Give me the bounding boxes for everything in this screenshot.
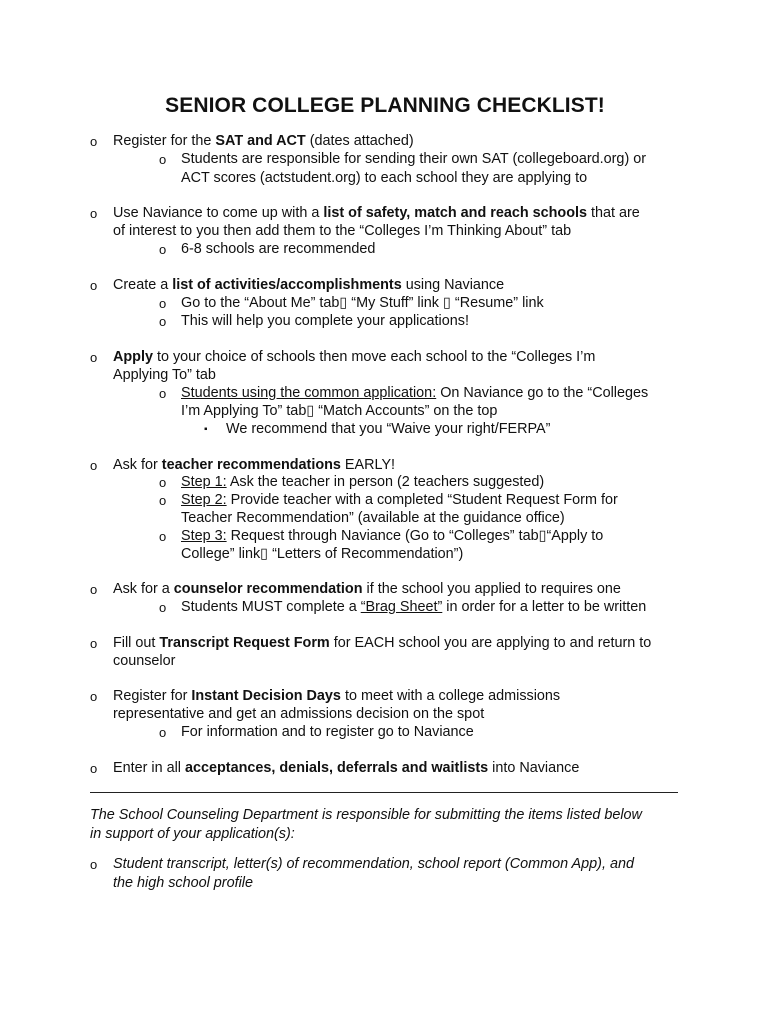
bullet-icon: o xyxy=(90,350,98,365)
item-teacher-step1: Step 1: Ask the teacher in person (2 teachers suggested) xyxy=(181,474,545,490)
bullet-icon: o xyxy=(90,689,98,704)
item-transcript-line2: counselor xyxy=(113,653,176,669)
sub-bullet-icon: o xyxy=(159,529,167,544)
footer-note-line1: The School Counseling Department is responsible for submitting the items listed below xyxy=(90,807,642,823)
sub-bullet-icon: o xyxy=(159,296,167,311)
footer-item-line2: the high school profile xyxy=(113,875,253,891)
sub-bullet-icon: o xyxy=(159,725,167,740)
item-apply-sub: Students using the common application: On Naviance go to the “Colleges xyxy=(181,385,649,401)
item-decision: Register for Instant Decision Days to meet with a college admissions xyxy=(113,688,561,704)
sub-bullet-icon: o xyxy=(159,386,167,401)
bullet-icon: o xyxy=(90,761,98,776)
item-activities: Create a list of activities/accomplishments using Naviance xyxy=(113,277,505,293)
item-activities-sub1: Go to the “About Me” tab▯ “My Stuff” link ▯ “Resume” link xyxy=(181,295,544,311)
item-counselor-sub: Students MUST complete a “Brag Sheet” in order for a letter to be written xyxy=(181,599,647,615)
square-bullet-icon: ▪ xyxy=(204,424,208,435)
sub-bullet-icon: o xyxy=(159,493,167,508)
sub-bullet-icon: o xyxy=(159,242,167,257)
sub-bullet-icon: o xyxy=(159,152,167,167)
item-teacher-step3-line2: College” link▯ “Letters of Recommendation”) xyxy=(181,546,464,562)
item-naviance: Use Naviance to come up with a list of safety, match and reach schools that are xyxy=(113,205,640,221)
footer-note-line2: in support of your application(s): xyxy=(90,826,295,842)
bullet-icon: o xyxy=(90,206,98,221)
item-results: Enter in all acceptances, denials, deferrals and waitlists into Naviance xyxy=(113,760,580,776)
sub-bullet-icon: o xyxy=(159,475,167,490)
item-decision-line2: representative and get an admissions decision on the spot xyxy=(113,706,485,722)
item-apply-line2: Applying To” tab xyxy=(113,367,216,383)
item-teacher-step2: Step 2: Provide teacher with a completed “Student Request Form for xyxy=(181,492,618,508)
bullet-icon: o xyxy=(90,458,98,473)
item-teacher: Ask for teacher recommendations EARLY! xyxy=(113,457,396,473)
item-apply: Apply to your choice of schools then move each school to the “Colleges I’m xyxy=(113,349,596,365)
item-teacher-step2-line2: Teacher Recommendation” (available at the guidance office) xyxy=(181,510,565,526)
page-title: SENIOR COLLEGE PLANNING CHECKLIST! xyxy=(165,94,605,117)
item-sat-sub-line2: ACT scores (actstudent.org) to each school they are applying to xyxy=(181,170,588,186)
bullet-icon: o xyxy=(90,636,98,651)
bullet-icon: o xyxy=(90,278,98,293)
item-apply-subsub: We recommend that you “Waive your right/FERPA” xyxy=(226,421,551,437)
sub-bullet-icon: o xyxy=(159,600,167,615)
divider xyxy=(90,792,678,793)
bullet-icon: o xyxy=(90,857,98,872)
sub-bullet-icon: o xyxy=(159,314,167,329)
item-sat-sub-line1: Students are responsible for sending their own SAT (collegeboard.org) or xyxy=(181,151,647,167)
item-counselor: Ask for a counselor recommendation if the school you applied to requires one xyxy=(113,581,621,597)
item-activities-sub2: This will help you complete your applications! xyxy=(181,313,469,329)
bullet-icon: o xyxy=(90,582,98,597)
item-decision-sub: For information and to register go to Naviance xyxy=(181,724,474,740)
item-naviance-sub: 6-8 schools are recommended xyxy=(181,241,376,257)
item-naviance-line2: of interest to you then add them to the “Colleges I’m Thinking About” tab xyxy=(113,223,572,239)
item-transcript: Fill out Transcript Request Form for EACH school you are applying to and return to xyxy=(113,635,652,651)
footer-item-line1: Student transcript, letter(s) of recommendation, school report (Common App), and xyxy=(113,856,634,872)
item-apply-sub-line2: I’m Applying To” tab▯ “Match Accounts” on the top xyxy=(181,403,498,419)
bullet-icon: o xyxy=(90,134,98,149)
item-sat: Register for the SAT and ACT (dates attached) xyxy=(113,133,414,149)
item-teacher-step3: Step 3: Request through Naviance (Go to “Colleges” tab▯“Apply to xyxy=(181,528,604,544)
